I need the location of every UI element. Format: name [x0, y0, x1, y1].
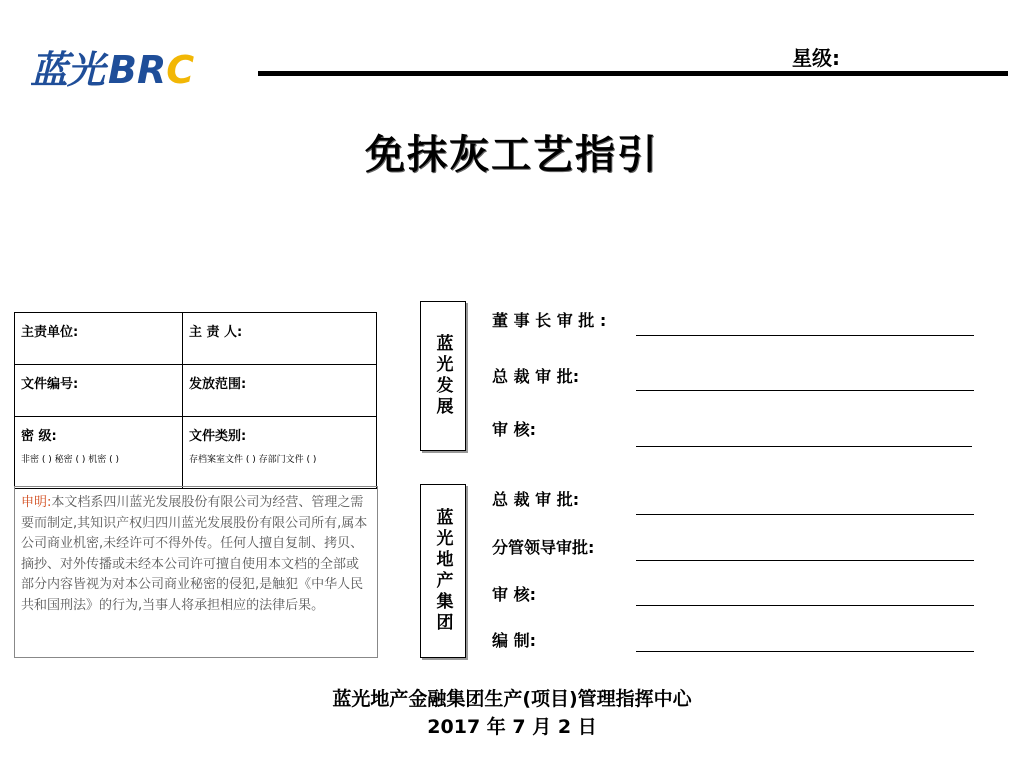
document-info-table — [14, 312, 377, 489]
approval-label-compile: 编 制: — [492, 631, 536, 650]
group-label-lanuang-development: 蓝光发展 — [420, 301, 466, 451]
signature-line-president-2 — [636, 514, 974, 515]
approval-label-supervisor: 分管领导审批: — [492, 538, 595, 557]
issuing-organization: 蓝光地产金融集团生产(项目)管理指挥中心 — [332, 688, 692, 710]
star-level-label: 星级: — [792, 46, 840, 70]
logo-english-text: BRC — [108, 48, 195, 92]
approval-label-review-2: 审 核: — [492, 585, 536, 604]
host-unit-label: 主责单位: — [21, 325, 79, 340]
responsible-person-label: 主 责 人: — [189, 325, 243, 340]
secrecy-level-label: 密 级: — [21, 429, 57, 444]
secrecy-level-options: 非密 ( ) 秘密 ( ) 机密 ( ) — [21, 455, 119, 465]
notice-prefix: 申明: — [21, 495, 52, 510]
document-title: 免抹灰工艺指引 — [365, 132, 659, 178]
signature-line-supervisor — [636, 560, 974, 561]
document-category-label: 文件类别: — [189, 429, 247, 444]
distribution-scope-label: 发放范围: — [189, 377, 247, 392]
company-logo — [30, 48, 194, 92]
issue-date: 2017 年 7 月 2 日 — [427, 716, 597, 738]
signature-line-review-1 — [636, 446, 972, 447]
signature-line-president-1 — [636, 390, 974, 391]
group-label-lanuang-real-estate: 蓝光地产集团 — [420, 484, 466, 658]
approval-label-president-1: 总 裁 审 批: — [492, 367, 580, 386]
signature-line-compile — [636, 651, 974, 652]
approval-label-chairman: 董 事 长 审 批 : — [492, 311, 607, 330]
logo-chinese-text: 蓝光 — [30, 48, 105, 92]
signature-line-chairman — [636, 335, 974, 336]
signature-line-review-2 — [636, 605, 974, 606]
header-divider — [258, 71, 1008, 76]
approval-label-president-2: 总 裁 审 批: — [492, 490, 580, 509]
document-number-label: 文件编号: — [21, 377, 79, 392]
approval-label-review-1: 审 核: — [492, 420, 536, 439]
confidentiality-notice — [14, 486, 378, 658]
document-category-options: 存档案室文件 ( ) 存部门文件 ( ) — [189, 455, 317, 465]
notice-text: 本文档系四川蓝光发展股份有限公司为经营、管理之需要而制定,其知识产权归四川蓝光发展股份有限公司所有,属本公司商业机密,未经许可不得外传。任何人擅自复制、拷贝、摘抄、对外传播或未经本公司许可擅自使用本文档的全部或部分内容皆视为对本公司商业秘密的侵犯,是触犯《中华人民共和国刑法》的行为,当事人将承担相应的法律后果。 — [21, 495, 368, 613]
